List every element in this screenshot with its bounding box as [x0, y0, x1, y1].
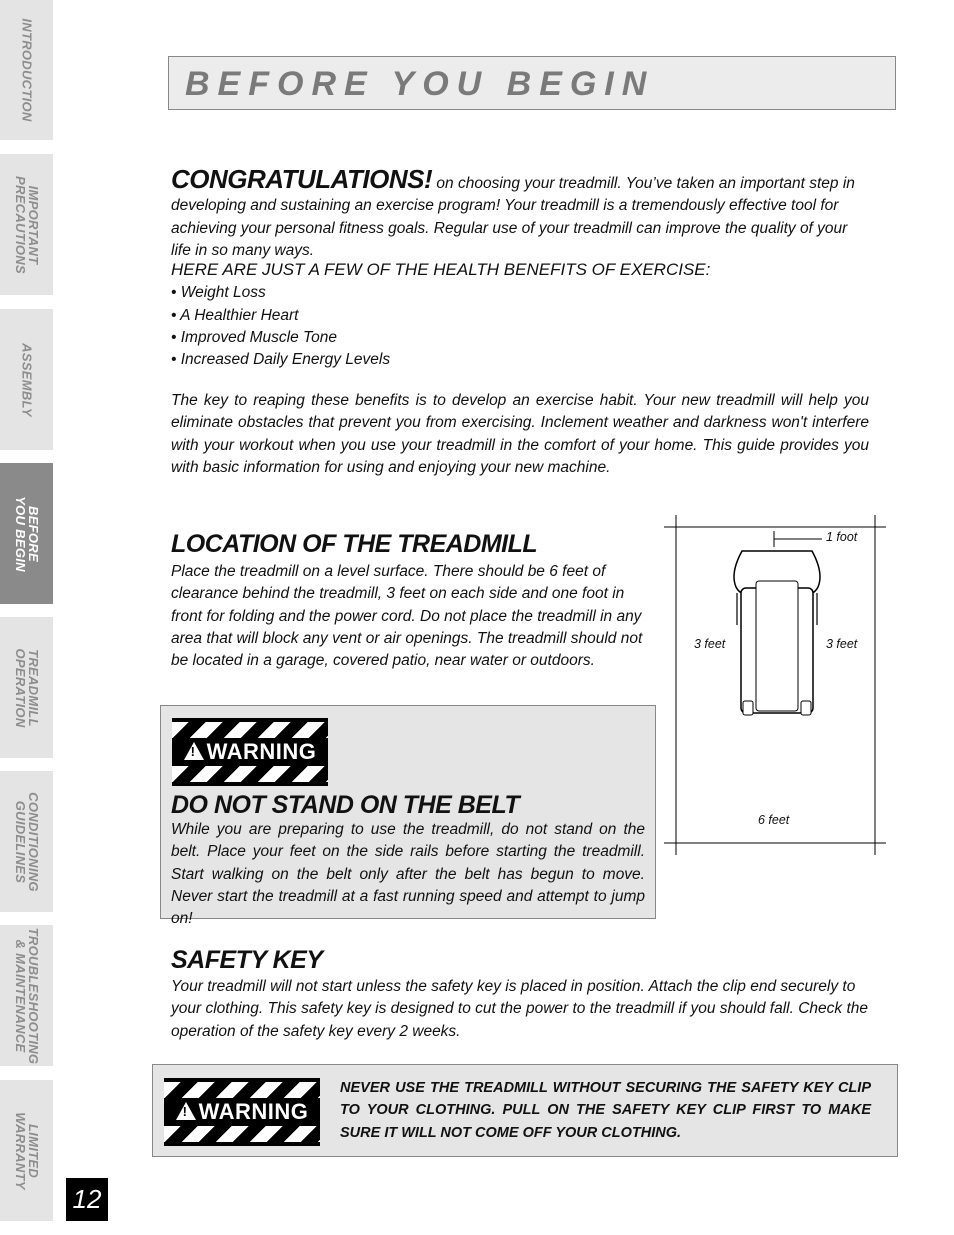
intro-paragraph [171, 164, 869, 262]
sidebar-tab-conditioning-guidelines[interactable] [0, 771, 53, 912]
sidebar-tab-treadmill-operation[interactable] [0, 617, 53, 758]
sidebar-tab-label: CONDITIONING GUIDELINES [12, 791, 41, 892]
benefit-item: • Improved Muscle Tone [171, 328, 337, 346]
warning-sign [164, 1078, 320, 1146]
safety-key-warning-text: NEVER USE THE TREADMILL WITHOUT SECURING THE SAFETY KEY CLIP TO YOUR CLOTHING. PULL ON THE SAFETY KEY CLIP FIRST TO MAKE SURE IT WILL NOT COME OFF YOUR CLOTHING. [340, 1080, 871, 1141]
warning-triangle-icon [184, 742, 204, 760]
safety-key-paragraph: Your treadmill will not start unless the safety key is placed in position. Attach the clip end securely to your clothing. This safety key is designed to cut the power to the treadmill if you should fall. Check the operation of the safety key every 2 weeks. [171, 978, 869, 1040]
page-title-box [168, 56, 896, 110]
sidebar-tab-troubleshooting-maintenance[interactable] [0, 925, 53, 1066]
location-paragraph: Place the treadmill on a level surface. There should be 6 feet of clearance behind the treadmill, 3 feet on each side and one foot in front for folding and the power cord. Do not place the treadmill in any area that will block any vent or air openings. The treadmill should not be located in a garage, covered patio, near water or outdoors. [171, 563, 643, 670]
sidebar-tab-label: INTRODUCTION [19, 18, 34, 122]
sidebar-tab-label: IMPORTANT PRECAUTIONS [12, 175, 41, 274]
congratulations-heading: CONGRATULATIONS! [171, 164, 433, 194]
front-clearance-label: 1 foot [826, 530, 858, 544]
intro-text: on choosing your treadmill. You’ve taken an important step in developing and sustaining an exercise program! Your treadmill is a tremendously effective tool for achieving your personal fitness goals. Regular use of your treadmill can improve the quality of your life in so many ways. [171, 175, 855, 259]
benefits-section [171, 259, 869, 371]
page-title: BEFORE YOU BEGIN [185, 65, 655, 103]
warning-triangle-icon [176, 1102, 196, 1120]
sidebar-tab-important-precautions[interactable] [0, 154, 53, 295]
benefit-item: • Weight Loss [171, 284, 266, 302]
sidebar-tab-introduction[interactable] [0, 0, 53, 140]
sidebar-tab-label: BEFORE YOU BEGIN [12, 495, 41, 572]
habit-paragraph: The key to reaping these benefits is to develop an exercise habit. Your new treadmill will help you eliminate obstacles that prevent you from exercising. Inclement weather and darkness won't interfere with your workout when you use your treadmill in the comfort of your home. This guide provides you with basic information for using and enjoying your new machine. [171, 392, 869, 476]
belt-warning-text: While you are preparing to use the treadmill, do not stand on the belt. Place your feet on the side rails before starting the treadmill. Start walking on the belt only after the belt has begun to move. Never start the treadmill at a fast running speed and attempt to jump on! [171, 821, 645, 928]
sidebar-tab-limited-warranty[interactable] [0, 1080, 53, 1221]
page-number: 12 [66, 1178, 108, 1221]
warning-sign-label: WARNING [198, 1099, 309, 1124]
sidebar-tab-label: TROUBLESHOOTING & MAINTENANCE [12, 927, 41, 1064]
benefit-item: • Increased Daily Energy Levels [171, 351, 391, 369]
warning-sign-label: WARNING [206, 739, 317, 764]
safety-key-heading: SAFETY KEY [171, 946, 323, 974]
location-heading: LOCATION OF THE TREADMILL [171, 530, 538, 558]
belt-warning-heading: DO NOT STAND ON THE BELT [171, 791, 520, 819]
warning-sign [172, 718, 328, 786]
sidebar-tab-assembly[interactable] [0, 309, 53, 450]
clearance-diagram [664, 515, 886, 855]
right-clearance-label: 3 feet [826, 637, 858, 651]
clearance-diagram-svg [664, 515, 886, 855]
sidebar-tab-before-you-begin[interactable] [0, 463, 53, 604]
warning-box-safety-key [152, 1064, 898, 1157]
sidebar-tab-label: TREADMILL OPERATION [12, 647, 41, 728]
sidebar-tab-label: LIMITED WARRANTY [12, 1111, 41, 1190]
left-clearance-label: 3 feet [694, 637, 726, 651]
rear-clearance-label: 6 feet [758, 813, 790, 827]
warning-box-belt [160, 705, 656, 928]
sidebar-tab-label: ASSEMBLY [19, 342, 34, 417]
benefit-item: • A Healthier Heart [171, 306, 299, 324]
benefits-heading: HERE ARE JUST A FEW OF THE HEALTH BENEFITS OF EXERCISE: [171, 260, 711, 279]
